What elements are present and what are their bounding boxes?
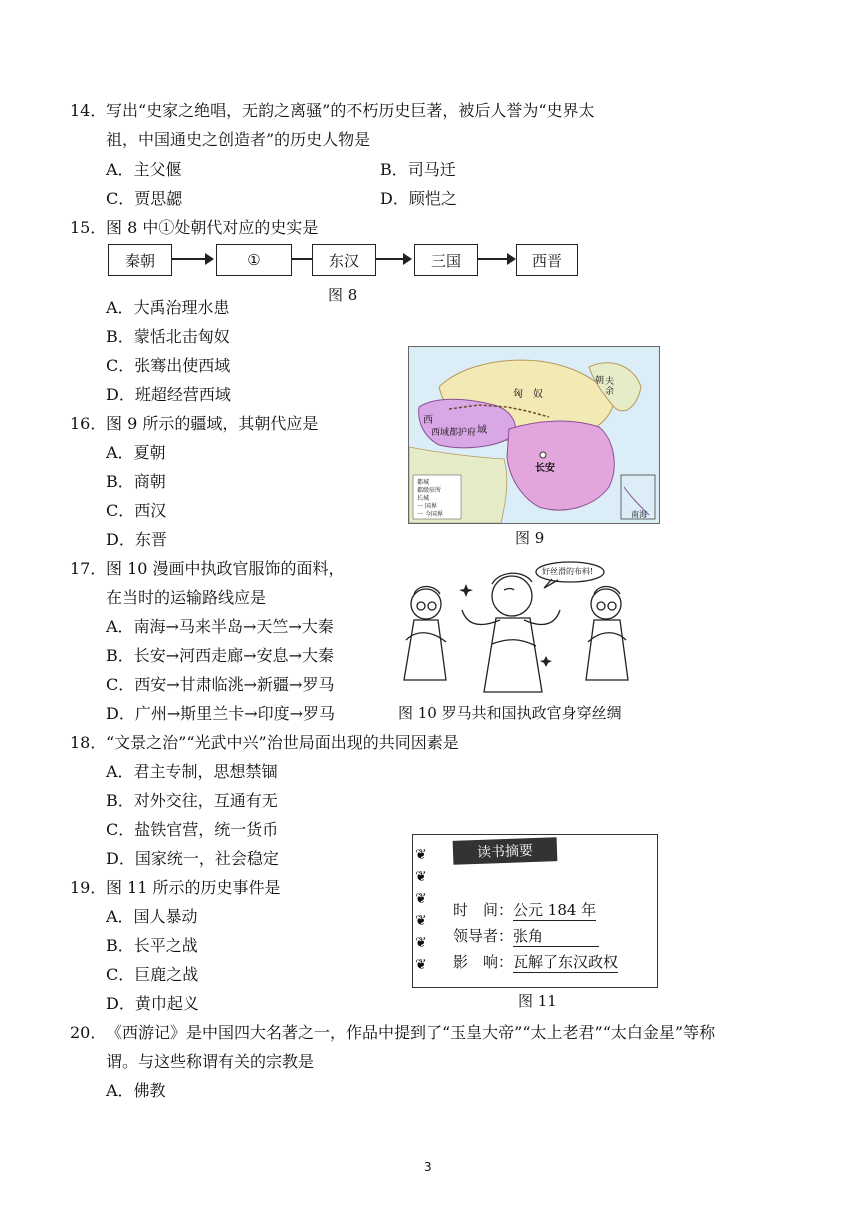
map-legend-item: 一 今国界: [417, 511, 443, 518]
notes-value: 张角: [513, 925, 599, 947]
q16-number: 16．: [70, 414, 107, 433]
notes-row-impact: [453, 951, 618, 973]
q15-option-c: C．张骞出使西域: [106, 356, 231, 375]
q16-option-d: D．东晋: [106, 530, 167, 549]
q15-option-b: B．蒙恬北击匈奴: [106, 327, 230, 346]
notes-value: 瓦解了东汉政权: [513, 953, 619, 971]
spiral-ring-icon: ❦: [415, 935, 427, 951]
map-legend-item: 郡级驻所: [417, 487, 442, 494]
q14-stem-line1: 写出“史家之绝唱，无韵之离骚”的不朽历史巨著，被后人誉为“史界太: [106, 101, 595, 120]
q19-number: 19．: [70, 878, 107, 897]
notes-header: 读书摘要: [453, 837, 558, 865]
flow-box-donghan: 东汉: [312, 244, 376, 276]
map-label-changan: 长安: [535, 463, 555, 474]
flow-arrow: [376, 258, 410, 260]
reading-notes-card: [412, 834, 658, 988]
q14-option-c: C．贾思勰: [106, 189, 183, 208]
q19-option-d: D．黄巾起义: [106, 994, 199, 1013]
spiral-ring-icon: ❦: [415, 957, 427, 973]
western-han-territory-map: [408, 346, 660, 524]
notes-row-leader: [453, 925, 599, 947]
notes-label: 影 响：: [453, 953, 514, 971]
map-label-xiongnu: 匈 奴: [513, 389, 543, 400]
q18-option-d: D．国家统一，社会稳定: [106, 849, 279, 868]
notes-value: 公元 184 年: [513, 901, 597, 919]
page-number: 3: [424, 1160, 432, 1174]
q14-option-a: A．主父偃: [106, 160, 182, 179]
map-legend-item: 都城: [417, 479, 430, 486]
q16-option-c: C．西汉: [106, 501, 167, 520]
q17-stem-line1: 图 10 漫画中执政官服饰的面料，: [106, 559, 345, 578]
q16-stem: 图 9 所示的疆域，其朝代应是: [106, 414, 319, 433]
figure-9-caption: 图 9: [515, 529, 545, 547]
q20-option-a: A．佛教: [106, 1081, 166, 1100]
spiral-ring-icon: ❦: [415, 891, 427, 907]
figure-11-caption: 图 11: [518, 992, 557, 1010]
flow-arrow: [478, 258, 514, 260]
notes-label: 领导者：: [453, 927, 514, 945]
q19-option-a: A．国人暴动: [106, 907, 198, 926]
q20-stem-line2: 谓。与这些称谓有关的宗教是: [106, 1052, 315, 1071]
q15-stem: 图 8 中①处朝代对应的史实是: [106, 218, 319, 237]
q17-option-b: B．长安→河西走廊→安息→大秦: [106, 646, 334, 665]
flow-box-blank: ①: [216, 244, 292, 276]
q19-option-b: B．长平之战: [106, 936, 198, 955]
map-label-yu: 域: [477, 425, 487, 436]
q20-number: 20．: [70, 1023, 107, 1042]
spiral-ring-icon: ❦: [415, 869, 427, 885]
flow-box-xijin: 西晋: [516, 244, 578, 276]
map-label-chaoxian: 朝: [595, 376, 605, 386]
q18-option-c: C．盐铁官营，统一货币: [106, 820, 279, 839]
spiral-ring-icon: ❦: [415, 913, 427, 929]
q18-number: 18．: [70, 733, 107, 752]
q17-number: 17．: [70, 559, 107, 578]
map-label-nanhai: 南海: [631, 510, 647, 519]
spiral-ring-icon: ❦: [415, 847, 427, 863]
q14-option-d: D．顾恺之: [380, 189, 457, 208]
q19-option-c: C．巨鹿之战: [106, 965, 199, 984]
map-label-xi: 西: [423, 415, 433, 426]
q15-number: 15．: [70, 218, 107, 237]
q14-option-b: B．司马迁: [380, 160, 456, 179]
q18-stem: “文景之治”“光武中兴”治世局面出现的共同因素是: [106, 733, 459, 752]
q17-stem-line2: 在当时的运输路线应是: [106, 588, 267, 607]
q20-stem-line1: 《西游记》是中国四大名著之一，作品中提到了“玉皇大帝”“太上老君”“太白金星”等称: [106, 1023, 716, 1042]
q16-option-b: B．商朝: [106, 472, 166, 491]
dynasty-flow-diagram: [108, 244, 578, 278]
roman-consul-cartoon: [396, 560, 656, 700]
map-label-xiyu-duhufu: 西域都护府: [431, 428, 477, 438]
q16-option-a: A．夏朝: [106, 443, 166, 462]
figure-10-caption: 图 10 罗马共和国执政官身穿丝绸: [398, 704, 622, 722]
q19-stem: 图 11 所示的历史事件是: [106, 878, 281, 897]
map-legend: [417, 479, 443, 519]
map-label-fuyu: 夫余: [605, 377, 615, 397]
map-legend-item: 一 国界: [417, 503, 437, 510]
cartoon-speech-bubble: 好丝滑的布料!: [542, 567, 594, 576]
q15-option-d: D．班超经营西域: [106, 385, 231, 404]
q15-option-a: A．大禹治理水患: [106, 298, 230, 317]
q17-option-a: A．南海→马来半岛→天竺→大秦: [106, 617, 334, 636]
q17-option-d: D．广州→斯里兰卡→印度→罗马: [106, 704, 336, 723]
flow-box-sanguo: 三国: [414, 244, 478, 276]
q18-option-a: A．君主专制，思想禁锢: [106, 762, 278, 781]
flow-arrow: [172, 258, 212, 260]
q14-number: 14．: [70, 101, 107, 120]
figure-8-caption: 图 8: [328, 286, 358, 304]
cartoon-graphic: [396, 560, 656, 700]
flow-box-qin: 秦朝: [108, 244, 172, 276]
map-legend-item: 长城: [417, 495, 430, 502]
q14-stem-line2: 祖，中国通史之创造者”的历史人物是: [106, 130, 371, 149]
notes-label: 时 间：: [453, 901, 514, 919]
q17-option-c: C．西安→甘肃临洮→新疆→罗马: [106, 675, 335, 694]
q18-option-b: B．对外交往，互通有无: [106, 791, 278, 810]
notes-row-time: [453, 899, 596, 921]
